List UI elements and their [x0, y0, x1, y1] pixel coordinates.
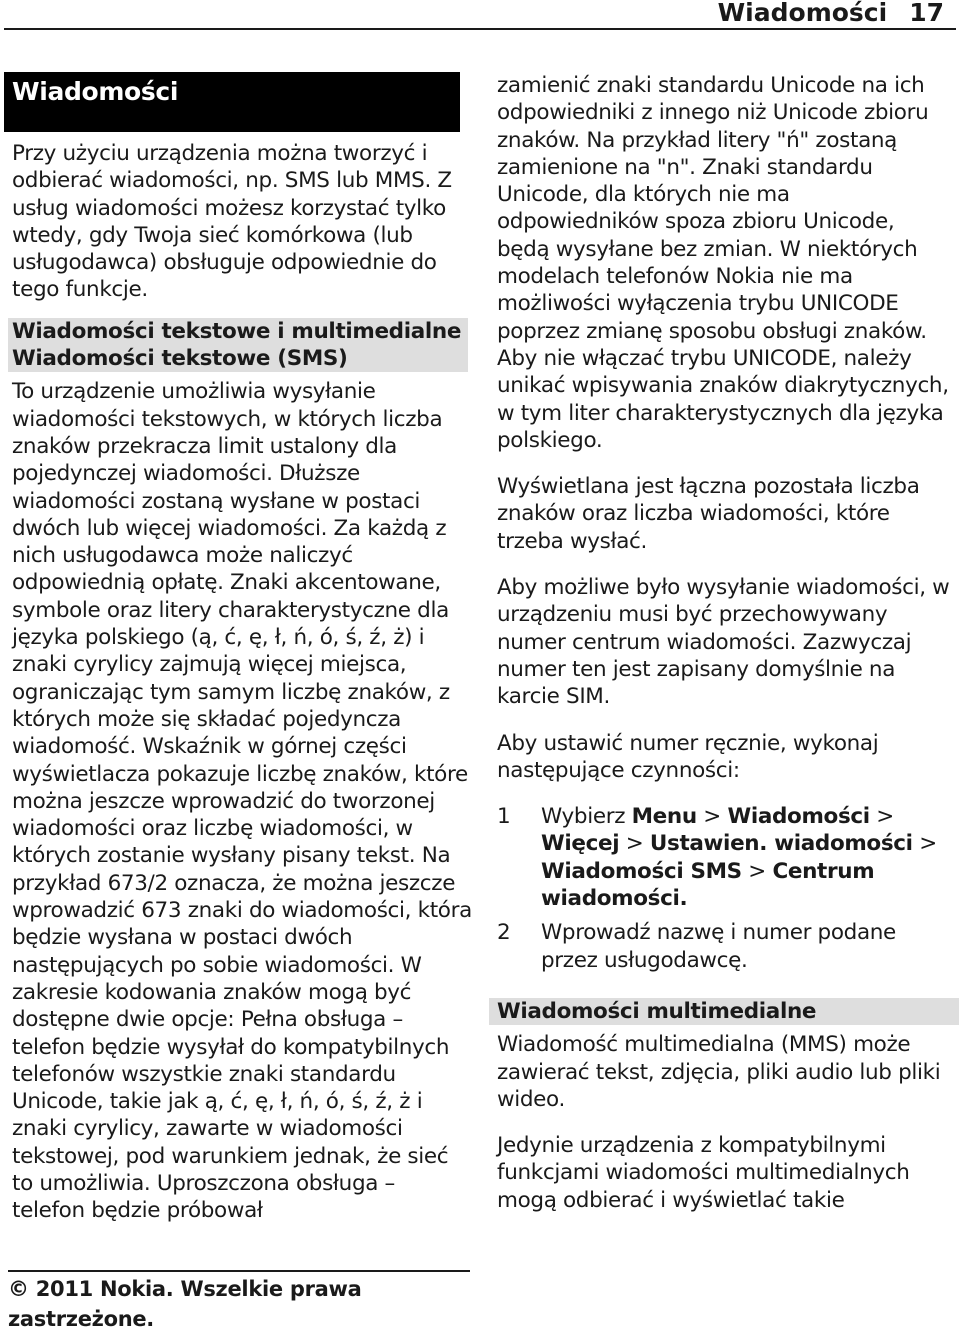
steps-list: [497, 803, 952, 974]
menu-path-item: Ustawien. wiadomości: [649, 831, 913, 857]
menu-path-separator: >: [912, 831, 937, 857]
running-header: [0, 0, 944, 30]
list-item: [497, 803, 952, 912]
continuation-paragraph: zamienić znaki standardu Unicode na ich odpowiedniki z innego niż Unicode zbioru znaków. Na przykład litery "ń" zostaną zamienione na "n". Znaki standardu Unicode, dla których nie ma odpowiedników spoza zbioru Unicode, będą wysyłane bez zmian. W niektórych modelach telefonów Nokia nie ma możliwości wyłączenia trybu UNICODE poprzez zmianę sposobu obsługi znaków. Aby nie włączać trybu UNICODE, należy unikać wpisywania znaków diakrytycznych, w tym liter charakterystycznych dla języka polskiego.: [497, 73, 949, 453]
sms-body-paragraph: To urządzenie umożliwia wysyłanie wiadomości tekstowych, w których liczba znaków przekracza limit ustalony dla pojedynczej wiadomości. Dłuższe wiadomości zostaną wysłane w postaci dwóch lub więcej wiadomości. Za każdą z nich usługodawca może naliczyć odpowiednią opłatę. Znaki akcentowane, symbole oraz litery charakterystyczne dla języka polskiego (ą, ć, ę, ł, ń, ó, ś, ź, ż) i znaki cyrylicy zajmują więcej miejsca, ograniczając tym samym liczbę znaków, z których może się składać pojedyncza wiadomość. Wskaźnik w górnej części wyświetlacza pokazuje liczbę znaków, które można jeszcze wprowadzić do tworzonej wiadomości oraz liczbę wiadomości, w których zostanie wysłany pisany tekst. Na przykład 673/2 oznacza, że można jeszcze wprowadzić 673 znaki do wiadomości, która będzie wysłana w postaci dwóch następujących po sobie wiadomości. W zakresie kodowania znaków mogą być dostępne dwie opcje: Pełna obsługa – telefon będzie wysyłał do kompatybilnych telefonów wszystkie znaki standardu Unicode, takie jak ą, ć, ę, ł, ń, ó, ś, ź, ż i znaki cyrylicy, zawarte w wiadomości tekstowej, pod warunkiem jednak, że sieć to umożliwia. Uproszczona obsługa – telefon będzie próbował: [12, 379, 472, 1224]
list-item: [497, 919, 952, 974]
manual-setup-paragraph: Aby ustawić numer ręcznie, wykonaj następujące czynności:: [497, 730, 879, 783]
left-column: [12, 72, 472, 1225]
menu-path-item: Wiadomości SMS: [541, 858, 742, 884]
menu-path-item: Wiadomości: [727, 804, 870, 830]
mms-paragraph: Wiadomość multimedialna (MMS) może zawierać tekst, zdjęcia, pliki audio lub pliki wideo.: [497, 1032, 941, 1112]
section-heading: [8, 318, 468, 373]
step-text: [541, 803, 952, 912]
footer-copyright: © 2011 Nokia. Wszelkie prawa zastrzeżone.: [8, 1270, 470, 1334]
right-column: [497, 72, 952, 1214]
step-number: 2: [497, 920, 511, 946]
step-text: Wprowadź nazwę i numer podane przez usługodawcę.: [541, 920, 896, 973]
menu-path-separator: >: [619, 831, 650, 857]
intro-paragraph: Przy użyciu urządzenia można tworzyć i odbierać wiadomości, np. SMS lub MMS. Z usług wiadomości możesz korzystać tylko wtedy, gdy Twoja sieć komórkowa (lub usługodawca) obsługuje odpowiednie do tego funkcje.: [12, 141, 452, 303]
subsection-title: Wiadomości tekstowe (SMS): [12, 346, 348, 372]
header-rule: [4, 28, 956, 30]
menu-path-separator: >: [741, 858, 773, 884]
menu-path-separator: >: [696, 804, 728, 830]
menu-path-item: Centrum wiadomości: [541, 858, 875, 912]
character-count-paragraph: Wyświetlana jest łączna pozostała liczba znaków oraz liczba wiadomości, które trzeba wysłać.: [497, 474, 920, 554]
step-number: 1: [497, 804, 511, 830]
chapter-title: Wiadomości: [4, 72, 460, 132]
menu-path-item: Menu: [631, 804, 697, 830]
header-section-title: Wiadomości: [717, 0, 888, 27]
menu-path-separator: >: [869, 804, 894, 830]
menu-path-end: .: [679, 886, 688, 912]
step-lead-text: Wybierz: [541, 804, 632, 830]
menu-path-item: Więcej: [541, 831, 620, 857]
page-number: 17: [909, 0, 944, 27]
mms-devices-paragraph: Jedynie urządzenia z kompatybilnymi funkcjami wiadomości multimedialnych mogą odbierać i wyświetlać takie: [497, 1133, 910, 1213]
section-title: Wiadomości tekstowe i multimedialne: [12, 318, 462, 344]
mms-section-heading: Wiadomości multimedialne: [489, 998, 959, 1025]
message-center-paragraph: Aby możliwe było wysyłanie wiadomości, w urządzeniu musi być przechowywany numer centrum wiadomości. Zazwyczaj numer ten jest zapisany domyślnie na karcie SIM.: [497, 575, 950, 710]
